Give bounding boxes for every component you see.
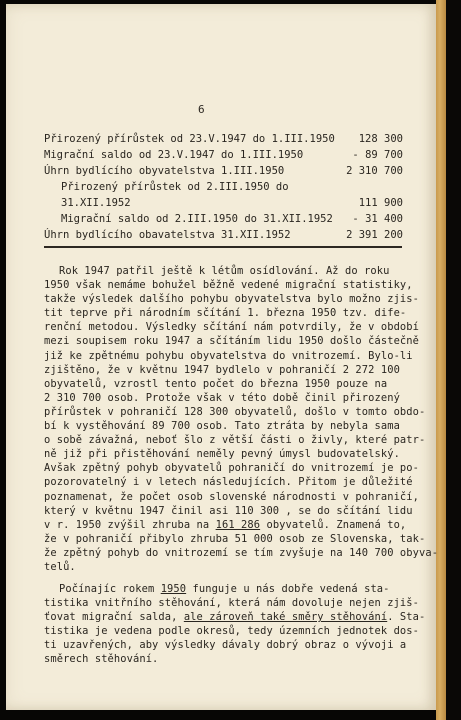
text-segment: funguje u nás dobře vedená sta- [186,583,390,595]
stat-label: Migrační saldo od 23.V.1947 do 1.III.1950 [44,149,304,161]
text-line: směrech stěhování. [44,653,159,666]
text-segment: Počínajíc rokem [59,583,161,595]
text-line: Avšak zpětný pohyb obyvatelů pohraničí do vnitrozemí je po- [44,462,419,475]
text-line: o sobě závažná, neboť šlo z větší části o živly, které patr- [44,434,426,447]
page-edge-shadow [446,0,461,720]
text-line: bí k vystěhování 89 700 osob. Tato ztráta by nebyla sama [44,420,400,433]
text-line: renční metodou. Výsledky sčítání nám potvrdily, že v období [44,321,419,334]
stat-label: Úhrn bydlícího obavatelstva 31.XII.1952 [44,229,291,241]
text-line [44,610,425,624]
body-paragraph-1 [44,264,438,574]
text-line: tistika vnitřního stěhování, která nám dovoluje nejen zjiš- [44,597,419,610]
text-segment: v r. 1950 zvýšil zhruba na [44,518,216,531]
text-line: mezi soupisem roku 1947 a sčítáním lidu 1950 došlo částečně [44,335,419,348]
text-line: pozorovatelný i v letech následujících. Přitom je důležité [44,476,413,489]
text-line: ti uzavřených, aby výsledky dávaly dobrý obraz o vývoji a [44,639,407,652]
text-line: ně již při přistěhování neměly pevný úmysl budovatelský. [44,448,400,461]
text-line: který v květnu 1947 činil asi 110 300 , se do sčítání lidu [44,504,413,517]
stat-label: 31.XII.1952 [61,197,131,209]
text-line: tit teprve při národním sčítání 1. března 1950 tzv. dife- [44,307,407,320]
underlined-figure: 161 286 [215,518,261,531]
text-line: Rok 1947 patřil ještě k létům osídlování. Až do roku [59,265,390,277]
body-paragraph-2 [44,582,425,667]
stat-label: Migrační saldo od 2.III.1950 do 31.XII.1952 [61,213,333,225]
text-line: přírůstek v pohraničí 128 300 obyvatelů, došlo v tomto obdo- [44,405,426,418]
stat-label: Přirozený přírůstek od 23.V.1947 do 1.III.1950 [44,133,335,145]
text-line: 2 310 700 osob. Protože však v této době činil přirozený [44,391,400,404]
stat-value: 2 310 700 [346,165,403,177]
text-line: telů. [44,560,76,573]
page-number: 6 [198,103,206,116]
text-line: zjištěno, že v květnu 1947 bydlelo v pohraničí 2 272 100 [44,363,400,376]
text-line [44,582,425,596]
text-segment: obyvatelů. Znamená to, [260,518,407,531]
stat-value: 111 900 [358,197,403,209]
text-line: že v pohraničí přibylo zhruba 51 000 osob ze Slovenska, tak- [44,532,426,545]
text-line: tistika je vedena podle okresů, tedy územních jednotek dos- [44,625,419,638]
stat-value: 2 391 200 [346,229,403,241]
underlined-phrase: ale zároveň také směry stěhování [183,611,388,624]
stat-label: Úhrn bydlícího obyvatelstva 1.III.1950 [44,165,285,177]
horizontal-rule [44,246,402,248]
text-line [44,518,438,532]
underlined-year: 1950 [160,583,187,595]
text-line: poznamenat, že počet osob slovenské národnosti v pohraničí, [44,490,419,503]
stat-value: - 89 700 [352,149,403,161]
stat-value: 128 300 [358,133,403,145]
stat-value: - 31 400 [352,213,403,225]
text-line: takže výsledek dalšího pohybu obyvatelstva bylo možno zjis- [44,293,419,306]
text-line: že zpětný pohyb do vnitrozemí se tím zvyšuje na 140 700 obyva- [44,546,439,559]
text-segment: . Sta- [387,611,426,624]
text-line: 1950 však nemáme bohužel běžně vedené migrační statistiky, [44,279,413,292]
text-line: obyvatelů, vzrostl tento počet do března 1950 pouze na [44,377,388,390]
text-line: již ke zpětnému pohybu obyvatelstva do vnitrozemí. Bylo-li [44,349,413,362]
stat-label: Přirozený přírůstek od 2.III.1950 do [61,181,289,193]
text-segment: ťovat migrační salda, [44,611,184,624]
